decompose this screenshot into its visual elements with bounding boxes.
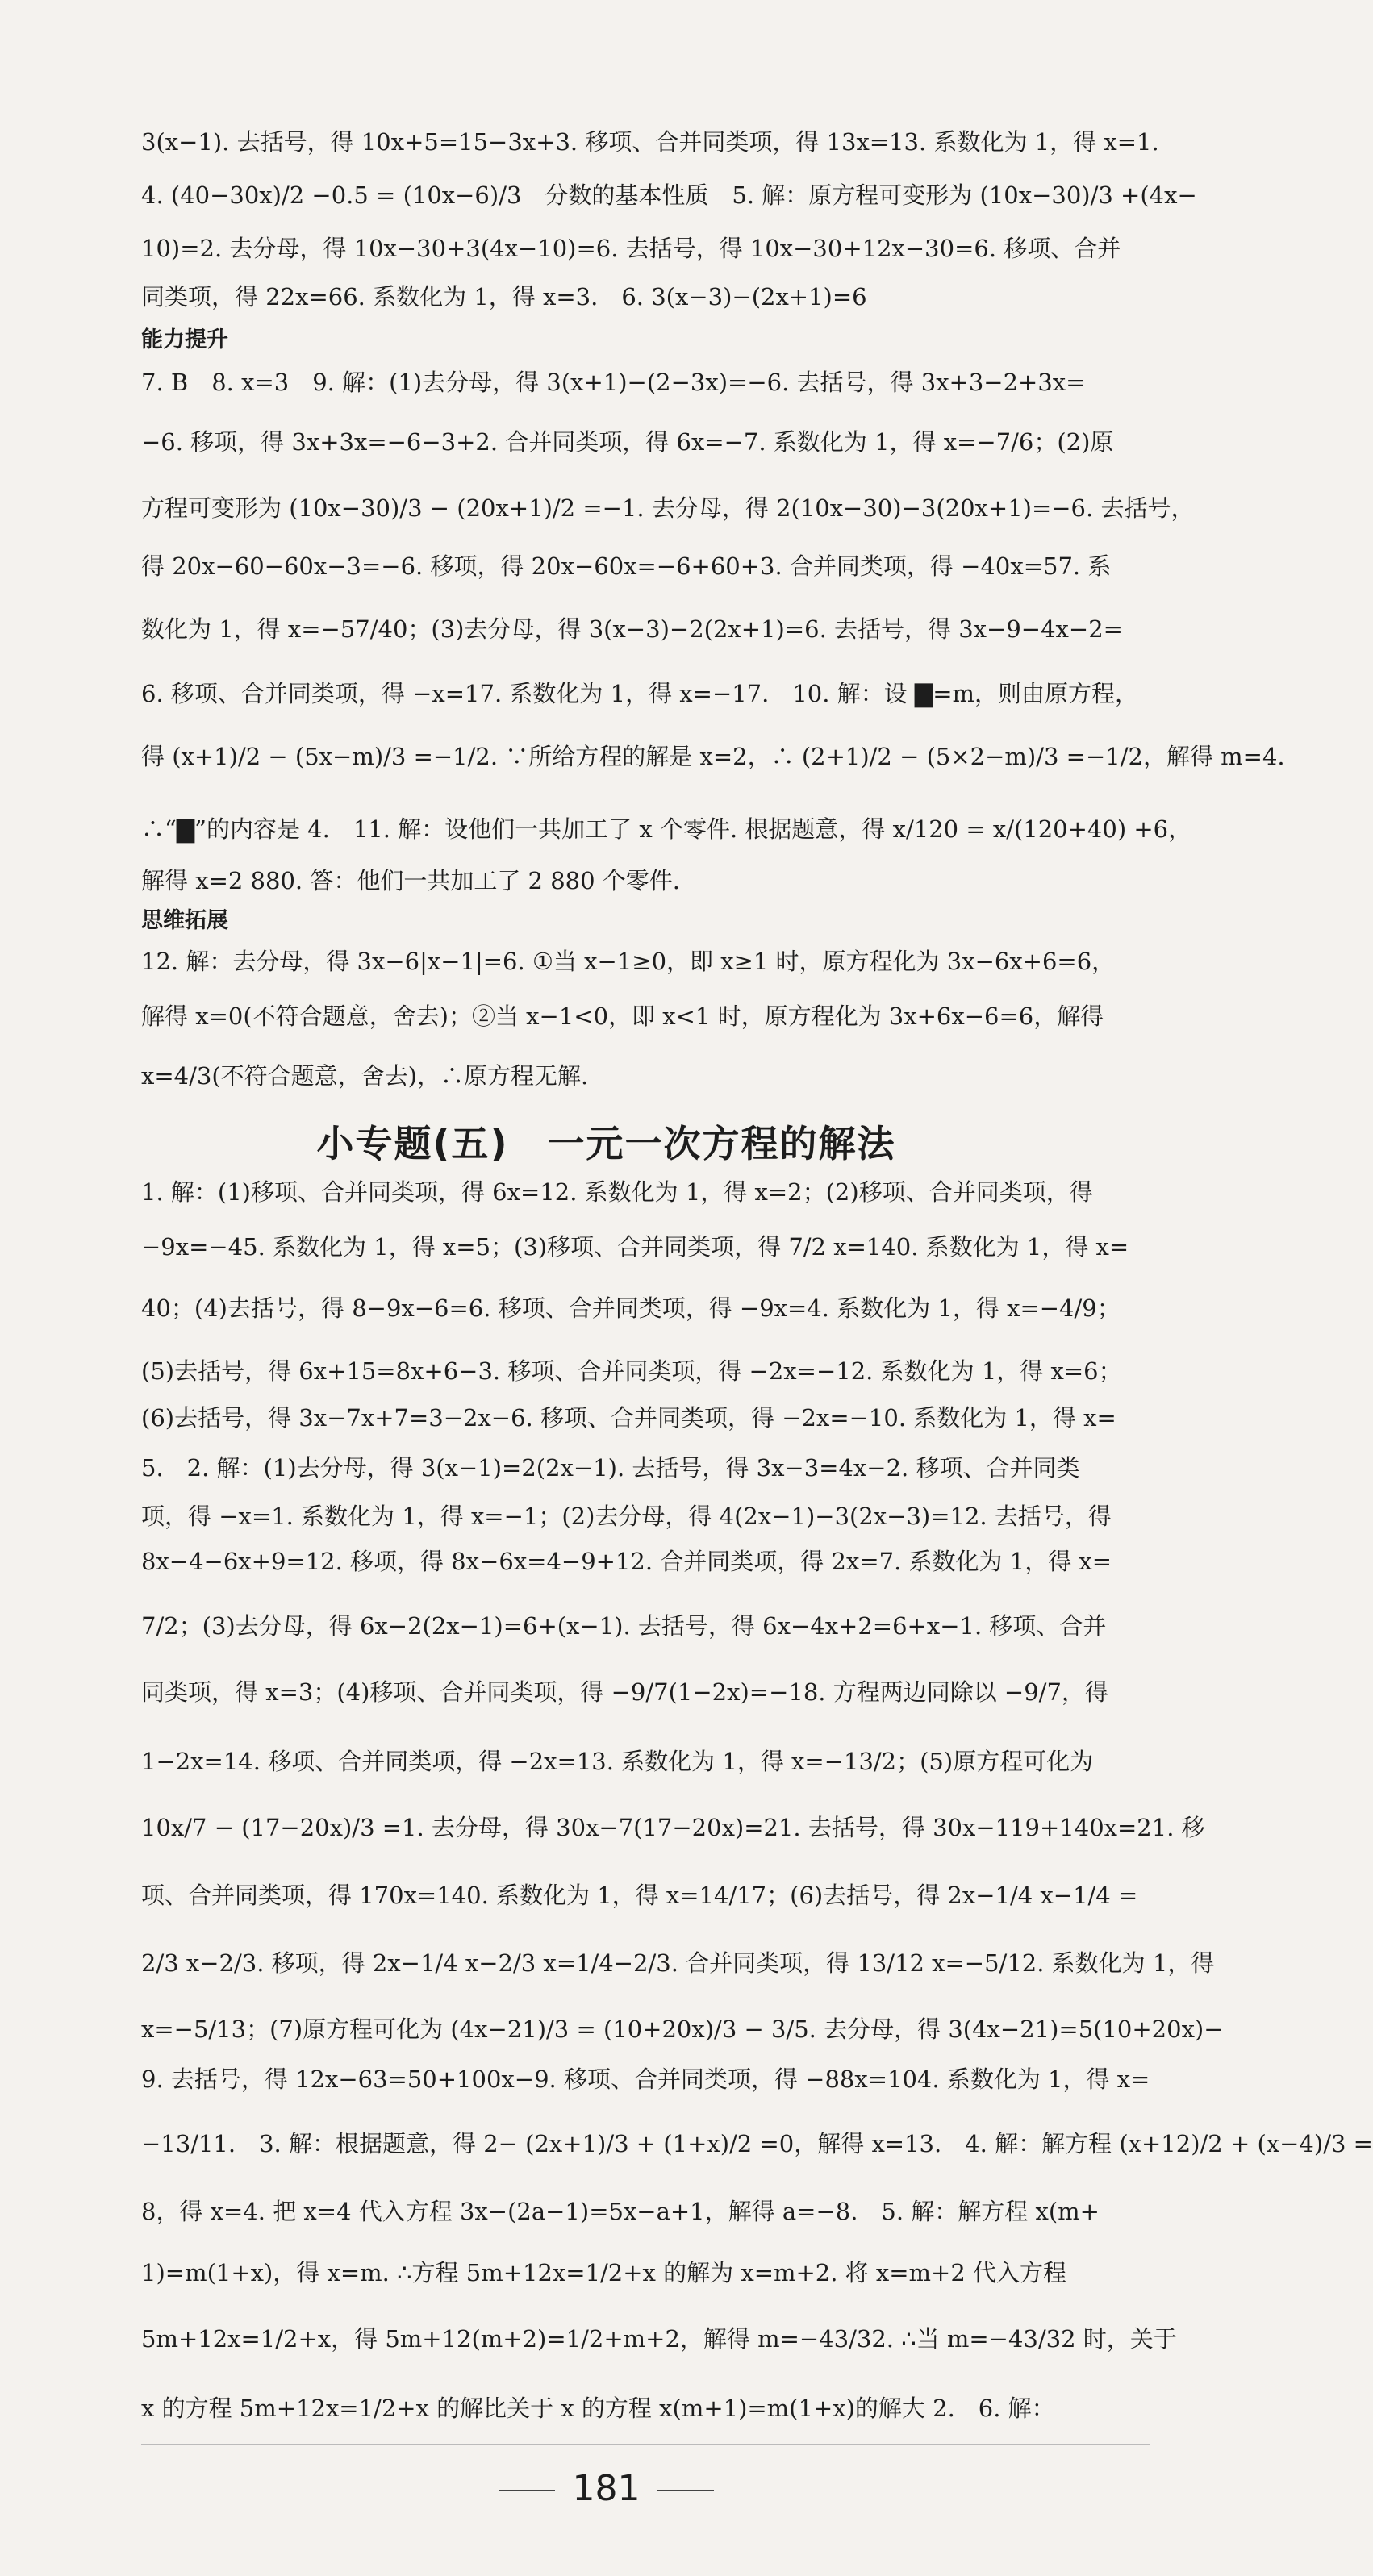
text-line: 5. 2. 解：(1)去分母，得 3(x−1)=2(2x−1). 去括号，得 3x−3=4x−2. 移项、合并同类 bbox=[141, 1454, 1080, 1482]
text-line: 1. 解：(1)移项、合并同类项，得 6x=12. 系数化为 1，得 x=2；(2)移项、合并同类项，得 bbox=[141, 1178, 1093, 1206]
text-line: −6. 移项，得 3x+3x=−6−3+2. 合并同类项，得 6x=−7. 系数化为 1，得 x=−7/6；(2)原 bbox=[141, 428, 1114, 456]
text-line: 1−2x=14. 移项、合并同类项，得 −2x=13. 系数化为 1，得 x=−13/2；(5)原方程可化为 bbox=[141, 1748, 1094, 1775]
text-line: −9x=−45. 系数化为 1，得 x=5；(3)移项、合并同类项，得 7/2 x=140. 系数化为 1，得 x= bbox=[141, 1233, 1129, 1261]
text-line: 7/2；(3)去分母，得 6x−2(2x−1)=6+(x−1). 去括号，得 6x−4x+2=6+x−1. 移项、合并 bbox=[141, 1612, 1107, 1640]
text-line: ∴“▇”的内容是 4. 11. 解：设他们一共加工了 x 个零件. 根据题意，得 x/120 = x/(120+40) +6， bbox=[141, 815, 1192, 843]
text-line: 数化为 1，得 x=−57/40；(3)去分母，得 3(x−3)−2(2x+1)=6. 去括号，得 3x−9−4x−2= bbox=[141, 615, 1123, 643]
text-line: 40；(4)去括号，得 8−9x−6=6. 移项、合并同类项，得 −9x=4. 系数化为 1，得 x=−4/9； bbox=[141, 1294, 1121, 1322]
section-heading-ability: 能力提升 bbox=[141, 327, 228, 352]
footer-dash-left bbox=[499, 2490, 555, 2491]
text-line: 7. B 8. x=3 9. 解：(1)去分母，得 3(x+1)−(2−3x)=−6. 去括号，得 3x+3−2+3x= bbox=[141, 369, 1086, 396]
text-line: 8x−4−6x+9=12. 移项，得 8x−6x=4−9+12. 合并同类项，得 2x=7. 系数化为 1，得 x= bbox=[141, 1548, 1112, 1575]
section-heading-thinking: 思维拓展 bbox=[141, 908, 228, 933]
text-line: 6. 移项、合并同类项，得 −x=17. 系数化为 1，得 x=−17. 10. 解：设 ▇=m，则由原方程， bbox=[141, 680, 1139, 707]
text-line: 1)=m(1+x)，得 x=m. ∴方程 5m+12x=1/2+x 的解为 x=m+2. 将 x=m+2 代入方程 bbox=[141, 2259, 1067, 2286]
section-title: 小专题(五) 一元一次方程的解法 bbox=[316, 1122, 896, 1165]
text-line: 得 20x−60−60x−3=−6. 移项，得 20x−60x=−6+60+3. 合并同类项，得 −40x=57. 系 bbox=[141, 552, 1112, 580]
text-line: 项，得 −x=1. 系数化为 1，得 x=−1；(2)去分母，得 4(2x−1)−3(2x−3)=12. 去括号，得 bbox=[141, 1503, 1112, 1530]
text-line: 项、合并同类项，得 170x=140. 系数化为 1，得 x=14/17；(6)去括号，得 2x−1/4 x−1/4 = bbox=[141, 1882, 1138, 1909]
text-line: 9. 去括号，得 12x−63=50+100x−9. 移项、合并同类项，得 −88x=104. 系数化为 1，得 x= bbox=[141, 2065, 1150, 2093]
footer-dash-right bbox=[657, 2490, 714, 2491]
text-line: 5m+12x=1/2+x，得 5m+12(m+2)=1/2+m+2，解得 m=−43/32. ∴当 m=−43/32 时，关于 bbox=[141, 2325, 1177, 2353]
page-number: 181 bbox=[572, 2468, 641, 2509]
text-line: 同类项，得 22x=66. 系数化为 1，得 x=3. 6. 3(x−3)−(2x+1)=6 bbox=[141, 283, 867, 311]
text-line: 10)=2. 去分母，得 10x−30+3(4x−10)=6. 去括号，得 10x−30+12x−30=6. 移项、合并 bbox=[141, 235, 1121, 262]
text-line: 4. (40−30x)/2 −0.5 = (10x−6)/3 分数的基本性质 5. 解：原方程可变形为 (10x−30)/3 +(4x− bbox=[141, 181, 1197, 209]
text-line: 8，得 x=4. 把 x=4 代入方程 3x−(2a−1)=5x−a+1，解得 a=−8. 5. 解：解方程 x(m+ bbox=[141, 2198, 1100, 2225]
text-line: 3(x−1). 去括号，得 10x+5=15−3x+3. 移项、合并同类项，得 13x=13. 系数化为 1，得 x=1. bbox=[141, 128, 1159, 156]
text-line: 10x/7 − (17−20x)/3 =1. 去分母，得 30x−7(17−20x)=21. 去括号，得 30x−119+140x=21. 移 bbox=[141, 1814, 1205, 1841]
text-line: (6)去括号，得 3x−7x+7=3−2x−6. 移项、合并同类项，得 −2x=−10. 系数化为 1，得 x= bbox=[141, 1404, 1116, 1432]
footer-rule bbox=[141, 2444, 1150, 2445]
page-footer bbox=[0, 2468, 1212, 2509]
text-line: 得 (x+1)/2 − (5x−m)/3 =−1/2. ∵所给方程的解是 x=2，∴ (2+1)/2 − (5×2−m)/3 =−1/2，解得 m=4. bbox=[141, 743, 1285, 770]
text-line: 2/3 x−2/3. 移项，得 2x−1/4 x−2/3 x=1/4−2/3. 合并同类项，得 13/12 x=−5/12. 系数化为 1，得 bbox=[141, 1949, 1215, 1977]
text-line: (5)去括号，得 6x+15=8x+6−3. 移项、合并同类项，得 −2x=−12. 系数化为 1，得 x=6； bbox=[141, 1357, 1122, 1385]
text-line: 解得 x=2 880. 答：他们一共加工了 2 880 个零件. bbox=[141, 867, 681, 894]
text-line: 方程可变形为 (10x−30)/3 − (20x+1)/2 =−1. 去分母，得 2(10x−30)−3(20x+1)=−6. 去括号， bbox=[141, 494, 1195, 522]
text-line: 解得 x=0(不符合题意，舍去)；②当 x−1<0，即 x<1 时，原方程化为 3x+6x−6=6，解得 bbox=[141, 1002, 1104, 1030]
text-line: 同类项，得 x=3；(4)移项、合并同类项，得 −9/7(1−2x)=−18. 方程两边同除以 −9/7，得 bbox=[141, 1678, 1108, 1706]
text-line: x=−5/13；(7)原方程可化为 (4x−21)/3 = (10+20x)/3 − 3/5. 去分母，得 3(4x−21)=5(10+20x)− bbox=[141, 2015, 1224, 2043]
text-line: 12. 解：去分母，得 3x−6|x−1|=6. ①当 x−1≥0，即 x≥1 时，原方程化为 3x−6x+6=6， bbox=[141, 948, 1116, 975]
text-line: −13/11. 3. 解：根据题意，得 2− (2x+1)/3 + (1+x)/2 =0，解得 x=13. 4. 解：解方程 (x+12)/2 + (x−4)/3 = bbox=[141, 2130, 1373, 2157]
text-line: x 的方程 5m+12x=1/2+x 的解比关于 x 的方程 x(m+1)=m(1+x)的解大 2. 6. 解： bbox=[141, 2395, 1055, 2422]
text-line: x=4/3(不符合题意，舍去)，∴原方程无解. bbox=[141, 1062, 589, 1090]
